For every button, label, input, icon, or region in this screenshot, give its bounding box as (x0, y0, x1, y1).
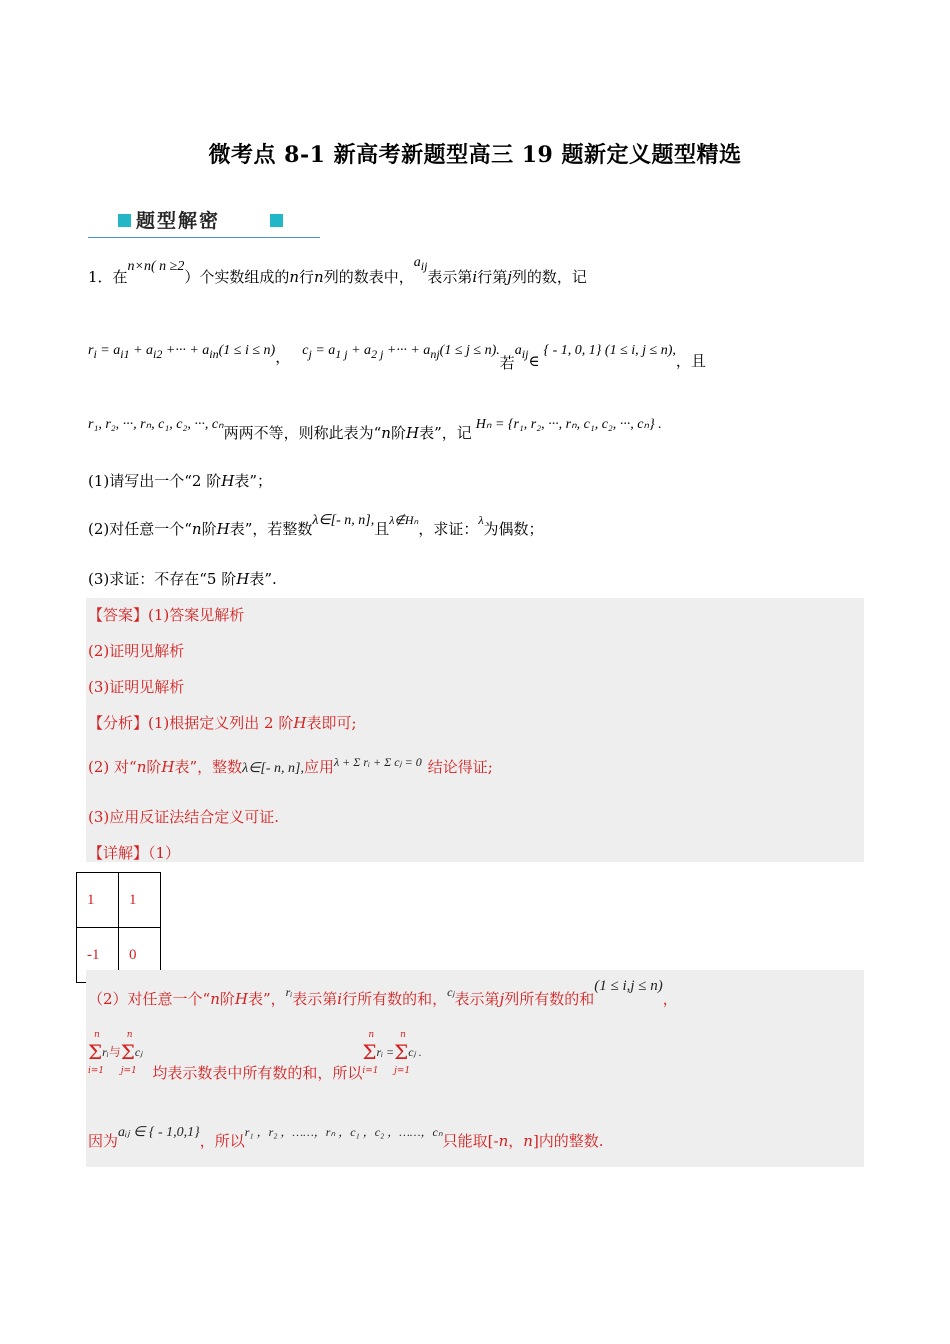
answer-table (76, 872, 161, 983)
problem-line-1 (88, 255, 587, 290)
var-j: j (507, 268, 512, 286)
text: 若 (499, 354, 515, 372)
question-1: (1)请写出一个“2 阶H表”； (88, 472, 272, 490)
section-header (88, 206, 320, 238)
text: 表示第 (427, 268, 473, 286)
text: ）个实数组成的 (184, 268, 290, 286)
proof-line-1: （2）对任意一个“n阶H表”，$^{rᵢ}$表示第i行所有数的和，$^{cⱼ}$表示第j列所有数的和(1 ≤ i,j ≤ n)， (88, 978, 678, 1008)
sum-symbol: Σ n j=1 (120, 1030, 137, 1076)
table-row (77, 873, 161, 928)
math-a: a (514, 343, 522, 358)
problem-line-3 (88, 412, 662, 442)
teal-square-icon (270, 214, 283, 227)
sum-symbol: Σ n j=1 (394, 1030, 411, 1076)
text: ， (275, 348, 291, 366)
analysis-2: (2) 对“n阶H表”，整数λ∈[- n, n],应用$^{\lambda + \Sigma rᵢ + \Sigma cⱼ = 0}$ 结论得证; (88, 755, 493, 776)
text: 行第 (477, 268, 508, 286)
question-2: (2)对任意一个“n阶H表”，若整数λ∈[- n, n],且λ∉Hₙ，求证：λ为偶数； (88, 513, 544, 538)
math-lambda-notin: λ∉Hₙ (389, 513, 419, 527)
table-cell: 0 (119, 928, 161, 983)
answer-2: (2)证明见解析 (88, 642, 185, 660)
question-3: (3)求证：不存在“5 阶H表”. (88, 570, 277, 588)
var-n: n (381, 424, 391, 442)
answer-label: 【答案】(1)答案见解析 (88, 606, 245, 624)
math-lambda-range: λ∈[- n, n], (312, 513, 375, 528)
section-label: 题型解密 (136, 210, 221, 232)
table-cell: -1 (77, 928, 119, 983)
math-list: r₁, r₂, ···, rₙ, c₁, c₂, ···, cₙ (88, 417, 224, 432)
detail-label: 【详解】（1） (88, 844, 181, 862)
problem-line-2 (88, 338, 706, 372)
analysis-3: (3)应用反证法结合定义可证. (88, 808, 280, 826)
proof-line-2: Σ n i=1 rᵢ与Σ n j=1 cⱼ均表示数表中所有数的和，所以Σ n i=1 rᵢ =Σ n j=1 cⱼ . (88, 1030, 422, 1082)
table-cell: 1 (77, 873, 119, 928)
math-a: a (413, 255, 421, 270)
text: 两两不等，则称此表为“ (223, 424, 382, 442)
proof-line-3: 因为aᵢⱼ ∈ { - 1,0,1}，所以$^{r_1 ,r_2 ,\dots\dots,r_n ,c_1 ,c_2 ,\dots\dots,c_n}$只能取[-n，n]内的整数. (88, 1125, 604, 1150)
text: ，且 (675, 352, 706, 370)
var-n: n (314, 268, 324, 286)
math-sub: ij (420, 258, 428, 273)
math-set: { - 1, 0, 1} (1 ≤ i, j ≤ n), (543, 343, 676, 358)
section-underline (88, 237, 320, 238)
document-title: 微考点 8-1 新高考新题型高三 19 题新定义题型精选 (208, 142, 742, 168)
problem-number: 1．在 (88, 268, 128, 286)
math-lambda: λ (478, 513, 484, 527)
table-cell: 1 (119, 873, 161, 928)
sum-symbol: Σ n i=1 (362, 1030, 379, 1076)
math-in: ∈ (528, 352, 540, 370)
math-lambda-range: λ∈[- n, n], (242, 761, 304, 776)
sum-symbol: Σ n i=1 (88, 1030, 105, 1076)
text: 列的数表中， (323, 268, 414, 286)
text: 列的数，记 (511, 268, 587, 286)
math-sub: ij (521, 346, 529, 361)
text: 行 (299, 268, 315, 286)
cj-formula: $c_j = a_{1 j} + a_{2 j}$ +··· + $a_{nj}(1 \le j \le n)$. (302, 343, 500, 361)
math-rc-list: r₁ ，r₂ ，……，rₙ ，c₁ ，c₂ ，……，cₙ (244, 1125, 443, 1139)
var-H: H (405, 424, 420, 442)
ri-formula: $r_i = a_{i1} + a_{i2}$ +··· + $a_{in}(1 \le i \le n)$ (88, 343, 276, 361)
math-Hn: Hₙ = {r₁, r₂, ···, rₙ, c₁, c₂, ···, cₙ} . (475, 417, 662, 432)
answer-3: (3)证明见解析 (88, 678, 185, 696)
math-range: (1 ≤ i,j ≤ n) (594, 978, 663, 994)
math-aij-set: aᵢⱼ ∈ { - 1,0,1} (118, 1125, 200, 1140)
teal-square-icon (118, 214, 131, 227)
var-n: n (289, 268, 300, 286)
math-nxn: n×n( n ≥2 (127, 259, 185, 274)
math-sum-equation: λ + Σ rᵢ + Σ cⱼ = 0 (333, 755, 422, 769)
analysis-1: 【分析】(1)根据定义列出 2 阶H表即可; (88, 714, 357, 732)
text: 表”，记 (419, 424, 472, 442)
math-cj: cⱼ (447, 985, 455, 999)
var-i: i (472, 268, 478, 286)
text: 阶 (390, 424, 406, 442)
math-ri: rᵢ (285, 985, 293, 999)
